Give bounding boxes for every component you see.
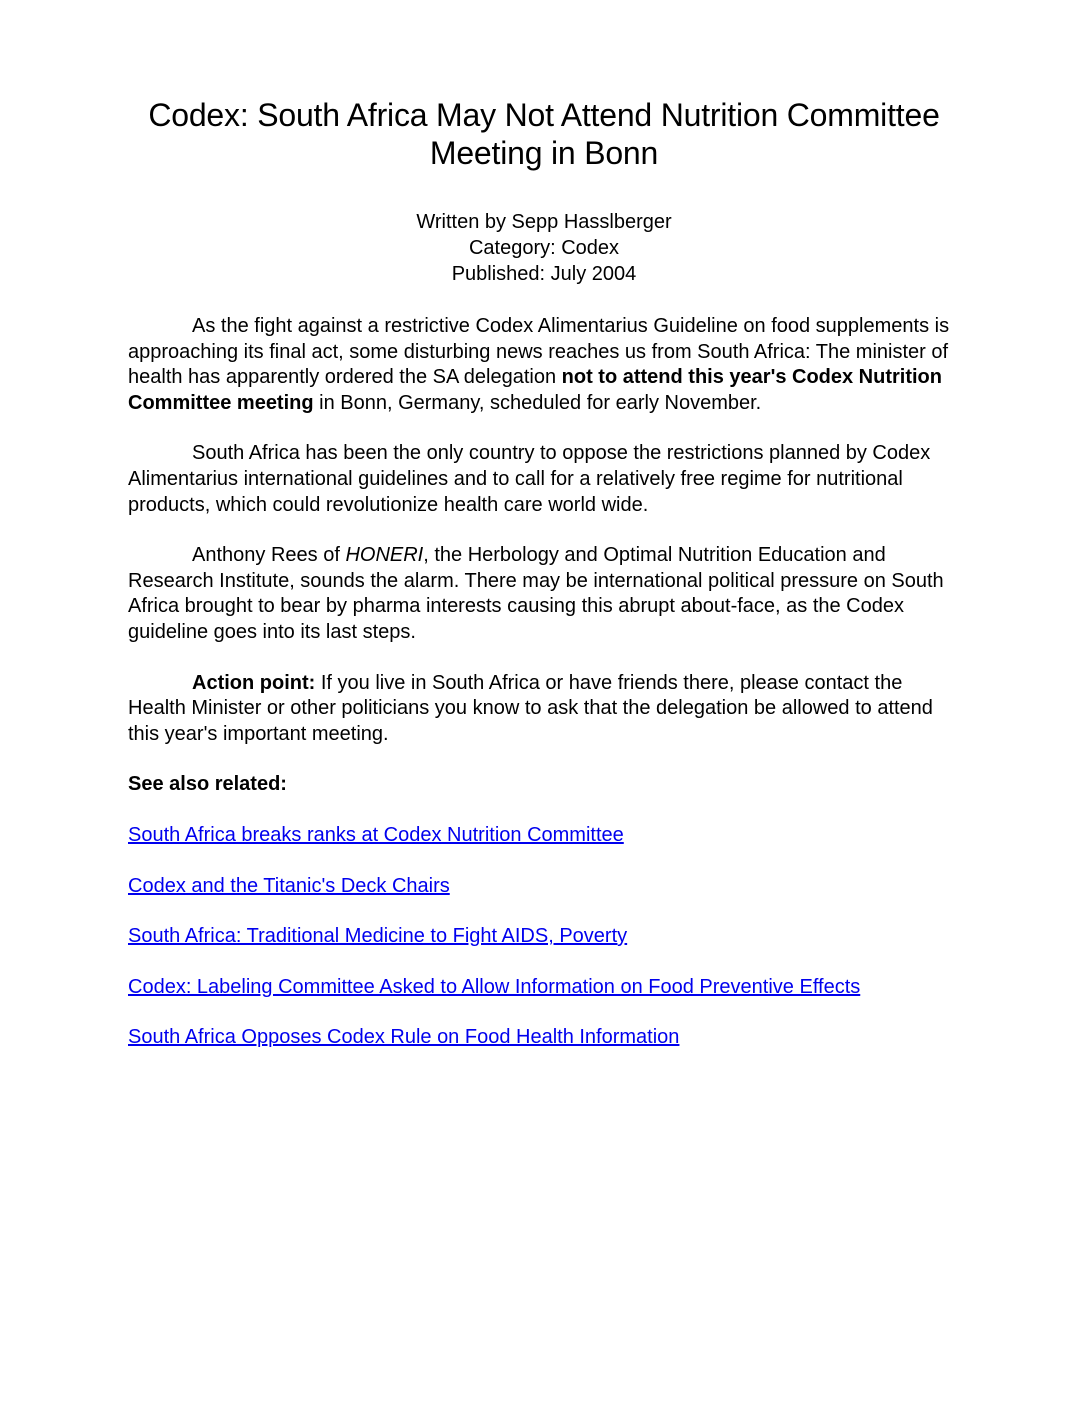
related-heading: See also related:	[128, 773, 287, 796]
related-link[interactable]: South Africa breaks ranks at Codex Nutrition Committee	[128, 823, 624, 846]
related-link[interactable]: South Africa Opposes Codex Rule on Food Health Information	[128, 1026, 680, 1049]
paragraph-intro-end: in Bonn, Germany, scheduled for early November.	[313, 391, 762, 414]
article-body	[128, 314, 958, 1076]
paragraph-intro-emphasis: not to attend this year's Codex Nutrition Committee meeting	[128, 366, 942, 414]
paragraph-action-point	[128, 671, 958, 748]
article-meta	[200, 209, 888, 287]
paragraph-intro	[128, 314, 958, 416]
paragraph-intro-text: As the fight against a restrictive Codex Alimentarius Guideline on food supplements is approaching its final act, some disturbing news reaches us from South Africa: The minister of health has apparently ordered the SA delegation	[128, 315, 950, 389]
category-label: Category: Codex	[468, 237, 620, 259]
publish-date: Published: July 2004	[451, 263, 637, 285]
related-link[interactable]: Codex and the Titanic's Deck Chairs	[128, 874, 450, 897]
paragraph-honeri	[128, 543, 958, 645]
action-point-label: Action point:	[192, 671, 316, 694]
honeri-name: HONERI	[345, 544, 424, 567]
paragraph-honeri-end: , the Herbology and Optimal Nutrition Education and Research Institute, sounds the alarm. There may be international political pressure on South Africa brought to bear by pharma interests causing this abrupt about-face, as the Codex guideline goes into its last steps.	[128, 544, 944, 643]
paragraph-honeri-text: Anthony Rees of	[192, 544, 346, 567]
related-link[interactable]: Codex: Labeling Committee Asked to Allow Information on Food Preventive Effects	[128, 975, 861, 998]
page-title: Codex: South Africa May Not Attend Nutrition Committee Meeting in Bonn	[148, 97, 940, 171]
paragraph-south-africa-text: South Africa has been the only country to oppose the restrictions planned by Codex Alimentarius international guidelines and to call for a relatively free regime for nutritional products, which could revolutionize health care world wide.	[128, 442, 931, 516]
action-point-text: If you live in South Africa or have friends there, please contact the Health Minister or other politicians you know to ask that the delegation be allowed to attend this year's important meeting.	[128, 671, 933, 745]
related-links	[128, 823, 958, 1051]
paragraph-south-africa	[128, 441, 958, 518]
related-link[interactable]: South Africa: Traditional Medicine to Fight AIDS, Poverty	[128, 925, 628, 948]
byline: Written by Sepp Hasslberger	[416, 211, 672, 233]
